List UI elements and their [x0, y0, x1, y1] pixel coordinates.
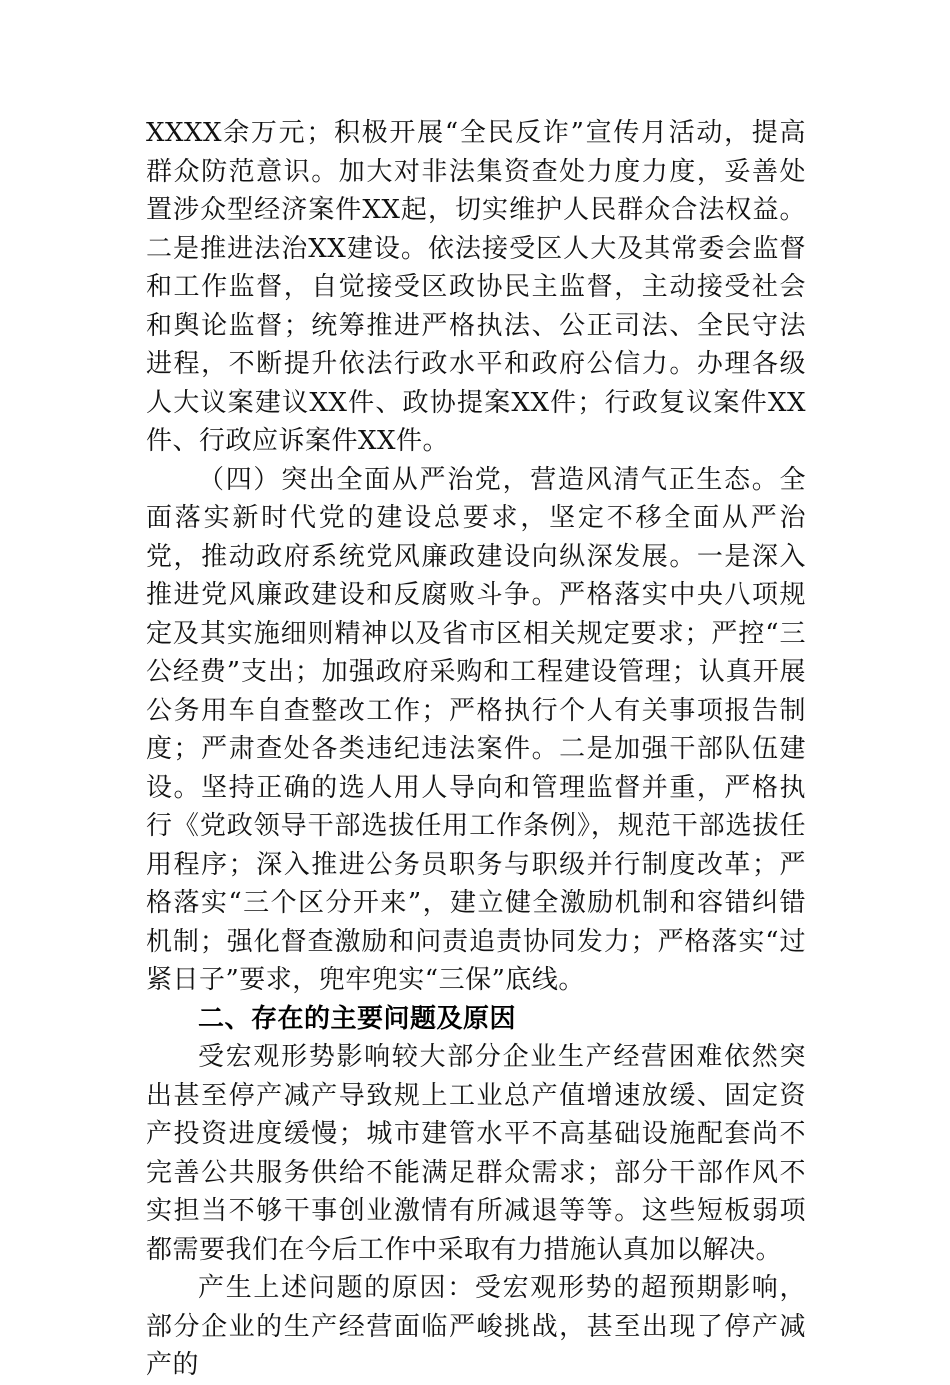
document-body — [146, 114, 806, 1385]
paragraph-problems: 受宏观形势影响较大部分企业生产经营困难依然突出甚至停产减产导致规上工业总产值增速放缓、固定资产投资进度缓慢；城市建管水平不高基础设施配套尚不完善公共服务供给不能满足群众需求；部分干部作风不实担当不够干事创业激情有所减退等等。这些短板弱项都需要我们在今后工作中采取有力措施认真加以解决。 — [146, 1042, 806, 1265]
section-heading-problems: 二、存在的主要问题及原因 — [198, 1003, 517, 1034]
paragraph-continued: XXXX余万元；积极开展“全民反诈”宣传月活动，提高群众防范意识。加大对非法集资查处力度力度，妥善处置涉众型经济案件XX起，切实维护人民群众合法权益。二是推进法治XX建设。依法接受区人大及其常委会监督和工作监督，自觉接受区政协民主监督，主动接受社会和舆论监督；统筹推进严格执法、公正司法、全民守法进程，不断提升依法行政水平和政府公信力。办理各级人大议案建议XX件、政协提案XX件；行政复议案件XX件、行政应诉案件XX件。 — [146, 118, 806, 456]
paragraph-section-four: （四）突出全面从严治党，营造风清气正生态。全面落实新时代党的建设总要求，坚定不移全面从严治党，推动政府系统党风廉政建设向纵深发展。一是深入推进党风廉政建设和反腐败斗争。严格落实中央八项规定及其实施细则精神以及省市区相关规定要求；严控“三公经费”支出；加强政府采购和工程建设管理；认真开展公务用车自查整改工作；严格执行个人有关事项报告制度；严肃查处各类违纪违法案件。二是加强干部队伍建设。坚持正确的选人用人导向和管理监督并重，严格执行《党政领导干部选拔任用工作条例》，规范干部选拔任用程序；深入推进公务员职务与职级并行制度改革；严格落实“三个区分开来”，建立健全激励机制和容错纠错机制；强化督查激励和问责追责协同发力；严格落实“过紧日子”要求，兜牢兜实“三保”底线。 — [146, 464, 806, 995]
paragraph-causes: 产生上述问题的原因：受宏观形势的超预期影响，部分企业的生产经营面临严峻挑战，甚至出现了停产减产的 — [146, 1273, 806, 1380]
